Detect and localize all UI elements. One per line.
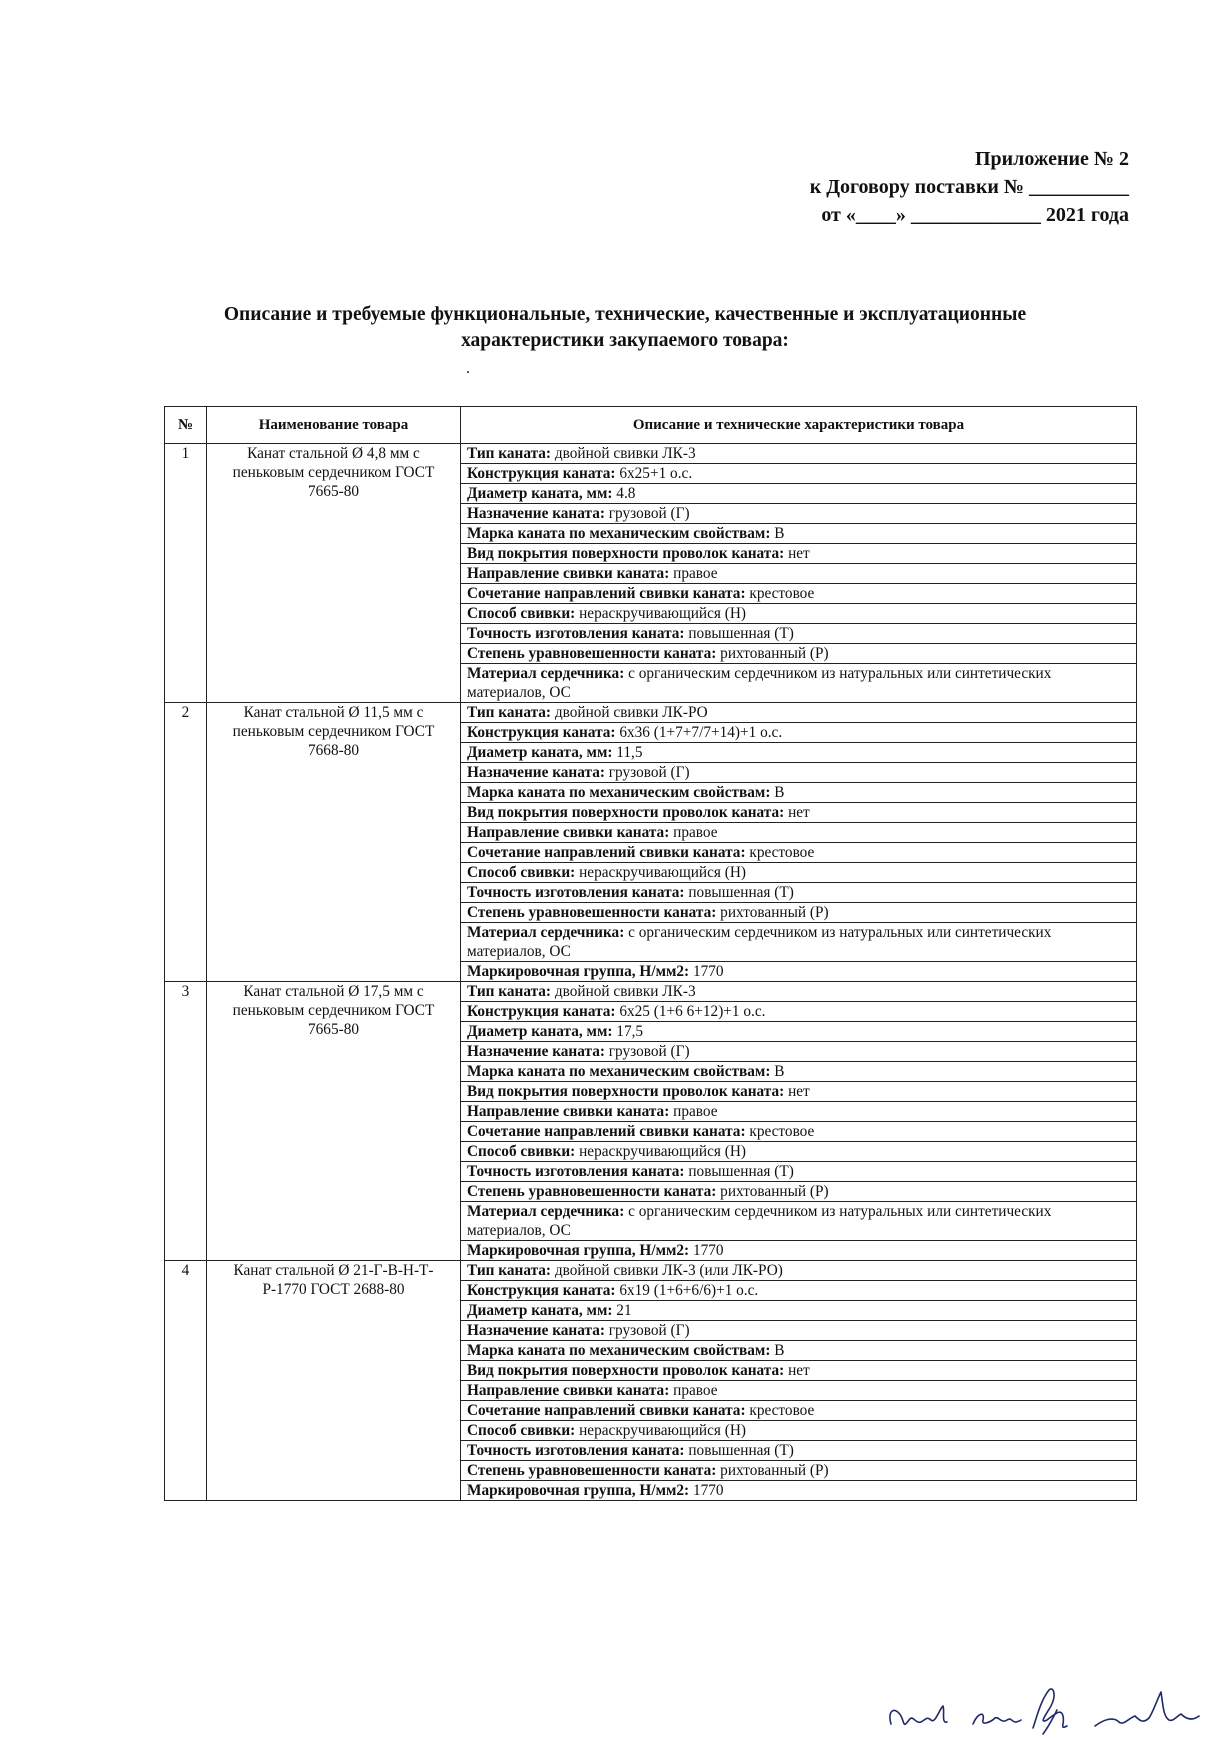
spec-value: 6х25 (1+6 6+12)+1 о.с.: [619, 1003, 766, 1020]
spec-value: рихтованный (Р): [720, 1462, 829, 1479]
spec-label: Маркировочная группа, Н/мм2:: [467, 1482, 690, 1499]
table-header-row: [165, 407, 1137, 444]
spec-label: Диаметр каната, мм:: [467, 1023, 613, 1040]
spec-cell: [461, 783, 1137, 803]
spec-cell: [461, 1082, 1137, 1102]
spec-label: Точность изготовления каната:: [467, 625, 685, 642]
spec-cell: [461, 843, 1137, 863]
spec-cell: [461, 823, 1137, 843]
spec-label: Конструкция каната:: [467, 1003, 616, 1020]
spec-cell: [461, 1481, 1137, 1501]
spec-label: Диаметр каната, мм:: [467, 744, 613, 761]
appendix-number: Приложение № 2: [974, 148, 1129, 170]
spec-label: Материал сердечника:: [467, 1203, 625, 1220]
item-number: 4: [165, 1261, 207, 1501]
item-number: 2: [165, 703, 207, 982]
table-row: [165, 982, 1137, 1002]
spec-cell: [461, 1202, 1137, 1241]
spec-value: нераскручивающийся (Н): [579, 605, 746, 622]
spec-label: Назначение каната:: [467, 505, 605, 522]
spec-label: Маркировочная группа, Н/мм2:: [467, 1242, 690, 1259]
spec-label: Степень уравновешенности каната:: [467, 645, 717, 662]
spec-value: 6х19 (1+6+6/6)+1 о.с.: [619, 1282, 759, 1299]
spec-label: Диаметр каната, мм:: [467, 485, 613, 502]
spec-value: двойной свивки ЛК-3 (или ЛК-РО): [554, 1262, 783, 1279]
header-description: Описание и технические характеристики товара: [461, 407, 1137, 444]
spec-cell: [461, 624, 1137, 644]
spec-cell: [461, 1301, 1137, 1321]
spec-cell: [461, 1042, 1137, 1062]
spec-value: рихтованный (Р): [720, 645, 829, 662]
spec-value: грузовой (Г): [608, 1043, 690, 1060]
spec-value: с органическим сердечником из натуральных или синтетических материалов, ОС: [467, 924, 1052, 960]
spec-label: Направление свивки каната:: [467, 824, 670, 841]
spec-cell: [461, 484, 1137, 504]
spec-value: В: [774, 784, 785, 801]
spec-value: 17,5: [616, 1023, 644, 1040]
stray-mark: .: [466, 360, 470, 377]
spec-cell: [461, 1361, 1137, 1381]
spec-cell: [461, 464, 1137, 484]
item-number: 3: [165, 982, 207, 1261]
spec-label: Точность изготовления каната:: [467, 884, 685, 901]
spec-value: повышенная (Т): [688, 1442, 794, 1459]
spec-cell: [461, 763, 1137, 783]
spec-value: нераскручивающийся (Н): [579, 1143, 746, 1160]
spec-label: Назначение каната:: [467, 1322, 605, 1339]
handwritten-signatures: [881, 1680, 1211, 1736]
spec-cell: [461, 923, 1137, 962]
spec-value: 4.8: [616, 485, 636, 502]
spec-cell: [461, 1321, 1137, 1341]
item-product-name: Канат стальной Ø 21-Г-В-Н-Т-Р-1770 ГОСТ 2688-80: [207, 1261, 461, 1501]
spec-label: Способ свивки:: [467, 605, 576, 622]
spec-cell: [461, 1022, 1137, 1042]
spec-cell: [461, 604, 1137, 624]
contract-reference: к Договору поставки № __________: [809, 176, 1129, 198]
spec-label: Тип каната:: [467, 704, 552, 721]
spec-label: Марка каната по механическим свойствам:: [467, 1342, 771, 1359]
spec-value: правое: [673, 1103, 718, 1120]
spec-label: Марка каната по механическим свойствам:: [467, 784, 771, 801]
spec-label: Материал сердечника:: [467, 665, 625, 682]
spec-cell: [461, 1441, 1137, 1461]
table-row: [165, 444, 1137, 464]
spec-value: 1770: [692, 1242, 724, 1259]
spec-value: 6х25+1 о.с.: [619, 465, 693, 482]
spec-cell: [461, 743, 1137, 763]
spec-cell: [461, 1381, 1137, 1401]
spec-label: Сочетание направлений свивки каната:: [467, 844, 746, 861]
spec-label: Точность изготовления каната:: [467, 1163, 685, 1180]
spec-label: Способ свивки:: [467, 1422, 576, 1439]
spec-label: Назначение каната:: [467, 1043, 605, 1060]
spec-cell: [461, 1421, 1137, 1441]
header-product-name: Наименование товара: [207, 407, 461, 444]
spec-cell: [461, 723, 1137, 743]
item-product-name: Канат стальной Ø 4,8 мм с пеньковым сердечником ГОСТ 7665-80: [207, 444, 461, 703]
spec-cell: [461, 1102, 1137, 1122]
spec-cell: [461, 1281, 1137, 1301]
spec-label: Конструкция каната:: [467, 1282, 616, 1299]
spec-value: нет: [788, 804, 810, 821]
header-number: №: [165, 407, 207, 444]
spec-label: Степень уравновешенности каната:: [467, 1462, 717, 1479]
spec-cell: [461, 883, 1137, 903]
spec-label: Степень уравновешенности каната:: [467, 904, 717, 921]
spec-label: Конструкция каната:: [467, 465, 616, 482]
spec-value: нераскручивающийся (Н): [579, 864, 746, 881]
table-row: [165, 1261, 1137, 1281]
spec-value: правое: [673, 824, 718, 841]
spec-value: грузовой (Г): [608, 505, 690, 522]
spec-cell: [461, 544, 1137, 564]
spec-cell: [461, 1162, 1137, 1182]
table-row: [165, 703, 1137, 723]
spec-value: крестовое: [749, 1123, 815, 1140]
spec-cell: [461, 1401, 1137, 1421]
spec-cell: [461, 664, 1137, 703]
spec-value: с органическим сердечником из натуральных или синтетических материалов, ОС: [467, 665, 1052, 701]
title-line-1: Описание и требуемые функциональные, технические, качественные и эксплуатационные: [223, 304, 1027, 325]
spec-value: нераскручивающийся (Н): [579, 1422, 746, 1439]
spec-value: рихтованный (Р): [720, 904, 829, 921]
spec-value: двойной свивки ЛК-3: [554, 445, 696, 462]
spec-cell: [461, 444, 1137, 464]
document-title: [160, 302, 1090, 354]
spec-label: Тип каната:: [467, 1262, 552, 1279]
spec-label: Марка каната по механическим свойствам:: [467, 1063, 771, 1080]
spec-label: Тип каната:: [467, 983, 552, 1000]
spec-value: 11,5: [616, 744, 643, 761]
spec-cell: [461, 524, 1137, 544]
spec-label: Диаметр каната, мм:: [467, 1302, 613, 1319]
spec-label: Способ свивки:: [467, 1143, 576, 1160]
title-line-2: характеристики закупаемого товара:: [461, 330, 789, 351]
spec-cell: [461, 504, 1137, 524]
spec-cell: [461, 962, 1137, 982]
spec-label: Марка каната по механическим свойствам:: [467, 525, 771, 542]
spec-label: Сочетание направлений свивки каната:: [467, 585, 746, 602]
spec-cell: [461, 1062, 1137, 1082]
spec-label: Способ свивки:: [467, 864, 576, 881]
spec-value: В: [774, 525, 785, 542]
spec-cell: [461, 703, 1137, 723]
spec-value: повышенная (Т): [688, 884, 794, 901]
table-body: [165, 444, 1137, 1501]
spec-value: рихтованный (Р): [720, 1183, 829, 1200]
spec-value: нет: [788, 1362, 810, 1379]
spec-label: Направление свивки каната:: [467, 565, 670, 582]
spec-cell: [461, 644, 1137, 664]
spec-value: правое: [673, 565, 718, 582]
spec-value: крестовое: [749, 585, 815, 602]
spec-cell: [461, 584, 1137, 604]
spec-value: двойной свивки ЛК-РО: [554, 704, 708, 721]
spec-cell: [461, 564, 1137, 584]
spec-value: 1770: [692, 963, 724, 980]
spec-value: 1770: [692, 1482, 724, 1499]
contract-date: от «____» _____________ 2021 года: [821, 204, 1129, 226]
spec-value: крестовое: [749, 1402, 815, 1419]
spec-label: Маркировочная группа, Н/мм2:: [467, 963, 690, 980]
item-number: 1: [165, 444, 207, 703]
spec-value: повышенная (Т): [688, 625, 794, 642]
spec-cell: [461, 1341, 1137, 1361]
spec-cell: [461, 1461, 1137, 1481]
spec-value: двойной свивки ЛК-3: [554, 983, 696, 1000]
spec-label: Материал сердечника:: [467, 924, 625, 941]
spec-value: грузовой (Г): [608, 764, 690, 781]
spec-label: Сочетание направлений свивки каната:: [467, 1402, 746, 1419]
spec-value: повышенная (Т): [688, 1163, 794, 1180]
spec-cell: [461, 1261, 1137, 1281]
spec-cell: [461, 803, 1137, 823]
spec-value: В: [774, 1063, 785, 1080]
spec-value: правое: [673, 1382, 718, 1399]
spec-value: с органическим сердечником из натуральных или синтетических материалов, ОС: [467, 1203, 1052, 1239]
spec-label: Назначение каната:: [467, 764, 605, 781]
spec-value: 21: [616, 1302, 632, 1319]
appendix-header: [810, 145, 1129, 229]
spec-label: Вид покрытия поверхности проволок каната:: [467, 804, 785, 821]
spec-label: Тип каната:: [467, 445, 552, 462]
spec-value: нет: [788, 545, 810, 562]
spec-label: Степень уравновешенности каната:: [467, 1183, 717, 1200]
spec-label: Точность изготовления каната:: [467, 1442, 685, 1459]
spec-label: Конструкция каната:: [467, 724, 616, 741]
spec-label: Сочетание направлений свивки каната:: [467, 1123, 746, 1140]
specification-table: [164, 406, 1137, 1501]
spec-label: Направление свивки каната:: [467, 1382, 670, 1399]
spec-label: Вид покрытия поверхности проволок каната:: [467, 1083, 785, 1100]
spec-label: Вид покрытия поверхности проволок каната:: [467, 1362, 785, 1379]
spec-cell: [461, 1002, 1137, 1022]
spec-value: крестовое: [749, 844, 815, 861]
spec-label: Направление свивки каната:: [467, 1103, 670, 1120]
spec-cell: [461, 1241, 1137, 1261]
spec-value: грузовой (Г): [608, 1322, 690, 1339]
item-product-name: Канат стальной Ø 11,5 мм с пеньковым сердечником ГОСТ 7668-80: [207, 703, 461, 982]
spec-cell: [461, 1122, 1137, 1142]
spec-cell: [461, 863, 1137, 883]
spec-value: В: [774, 1342, 785, 1359]
item-product-name: Канат стальной Ø 17,5 мм с пеньковым сердечником ГОСТ 7665-80: [207, 982, 461, 1261]
spec-cell: [461, 903, 1137, 923]
spec-value: нет: [788, 1083, 810, 1100]
spec-label: Вид покрытия поверхности проволок каната:: [467, 545, 785, 562]
spec-cell: [461, 1182, 1137, 1202]
spec-value: 6х36 (1+7+7/7+14)+1 о.с.: [619, 724, 783, 741]
spec-cell: [461, 982, 1137, 1002]
spec-cell: [461, 1142, 1137, 1162]
